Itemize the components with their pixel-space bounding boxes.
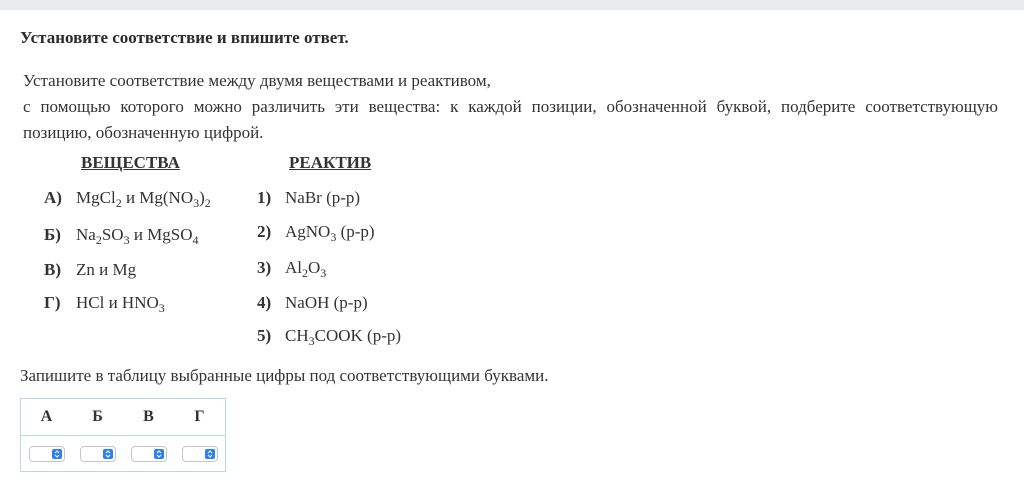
- answer-select-a[interactable]: [29, 446, 65, 462]
- substance-row-g: [44, 293, 165, 313]
- reagent-header: РЕАКТИВ: [289, 153, 372, 172]
- reagent-row-2: [257, 222, 375, 242]
- intro-line-2: с помощью которого можно различить эти вещества: к каждой позиции, обозначенной буквой, подберите соответствующую: [23, 97, 998, 116]
- answer-table: [20, 398, 226, 472]
- reagent-formula: NaBr (р-р): [285, 188, 361, 207]
- select-arrows-icon: [154, 449, 164, 459]
- substance-row-b: [44, 225, 199, 245]
- substance-letter: А): [44, 188, 62, 207]
- reagent-number: 5): [257, 326, 272, 345]
- substance-formula: $Na_2SO_3$ и MgSO$_4$: [76, 225, 199, 247]
- reagent-formula: $Al_2O_3$: [285, 258, 327, 280]
- reagent-formula: $CH_3COOK$ (р-р): [285, 326, 402, 348]
- intro-line-3: позицию, обозначенную цифрой.: [23, 123, 264, 142]
- column-header-a: А: [40, 408, 53, 425]
- answer-select-v[interactable]: [131, 446, 167, 462]
- substance-row-a: [44, 188, 211, 208]
- reagent-formula: NaOH (р-р): [285, 293, 368, 312]
- substance-formula: MgCl$_2$ и $Mg(NO_3)_2$: [76, 188, 211, 210]
- reagent-number: 4): [257, 293, 272, 312]
- substance-formula: Zn и Mg: [76, 260, 137, 279]
- substances-header: ВЕЩЕСТВА: [81, 153, 180, 172]
- column-header-v: В: [143, 408, 154, 425]
- select-arrows-icon: [205, 449, 215, 459]
- substance-formula: HCl и $HNO_3$: [76, 293, 165, 315]
- reagent-row-4: [257, 293, 368, 313]
- answer-instruction: Запишите в таблицу выбранные цифры под соответствующими буквами.: [20, 366, 549, 385]
- intro-line-1: Установите соответствие между двумя веществами и реактивом,: [23, 71, 491, 90]
- answer-select-g[interactable]: [182, 446, 218, 462]
- task-title: Установите соответствие и впишите ответ.: [20, 28, 349, 47]
- substance-letter: Г): [44, 293, 61, 312]
- reagent-number: 2): [257, 222, 272, 241]
- answer-table-header: [21, 399, 225, 436]
- substance-letter: Б): [44, 225, 61, 244]
- reagent-formula: AgNO$_3$ (р-р): [285, 222, 375, 244]
- select-arrows-icon: [103, 449, 113, 459]
- reagent-row-1: [257, 188, 360, 208]
- select-arrows-icon: [52, 449, 62, 459]
- substance-row-v: [44, 260, 136, 280]
- column-header-b: Б: [92, 408, 103, 425]
- answer-select-b[interactable]: [80, 446, 116, 462]
- reagent-row-5: [257, 326, 401, 346]
- column-header-g: Г: [194, 408, 205, 425]
- reagent-row-3: [257, 258, 326, 278]
- substance-letter: В): [44, 260, 61, 279]
- task-description: [23, 68, 998, 146]
- top-bar: [0, 0, 1024, 10]
- reagent-number: 1): [257, 188, 272, 207]
- reagent-number: 3): [257, 258, 272, 277]
